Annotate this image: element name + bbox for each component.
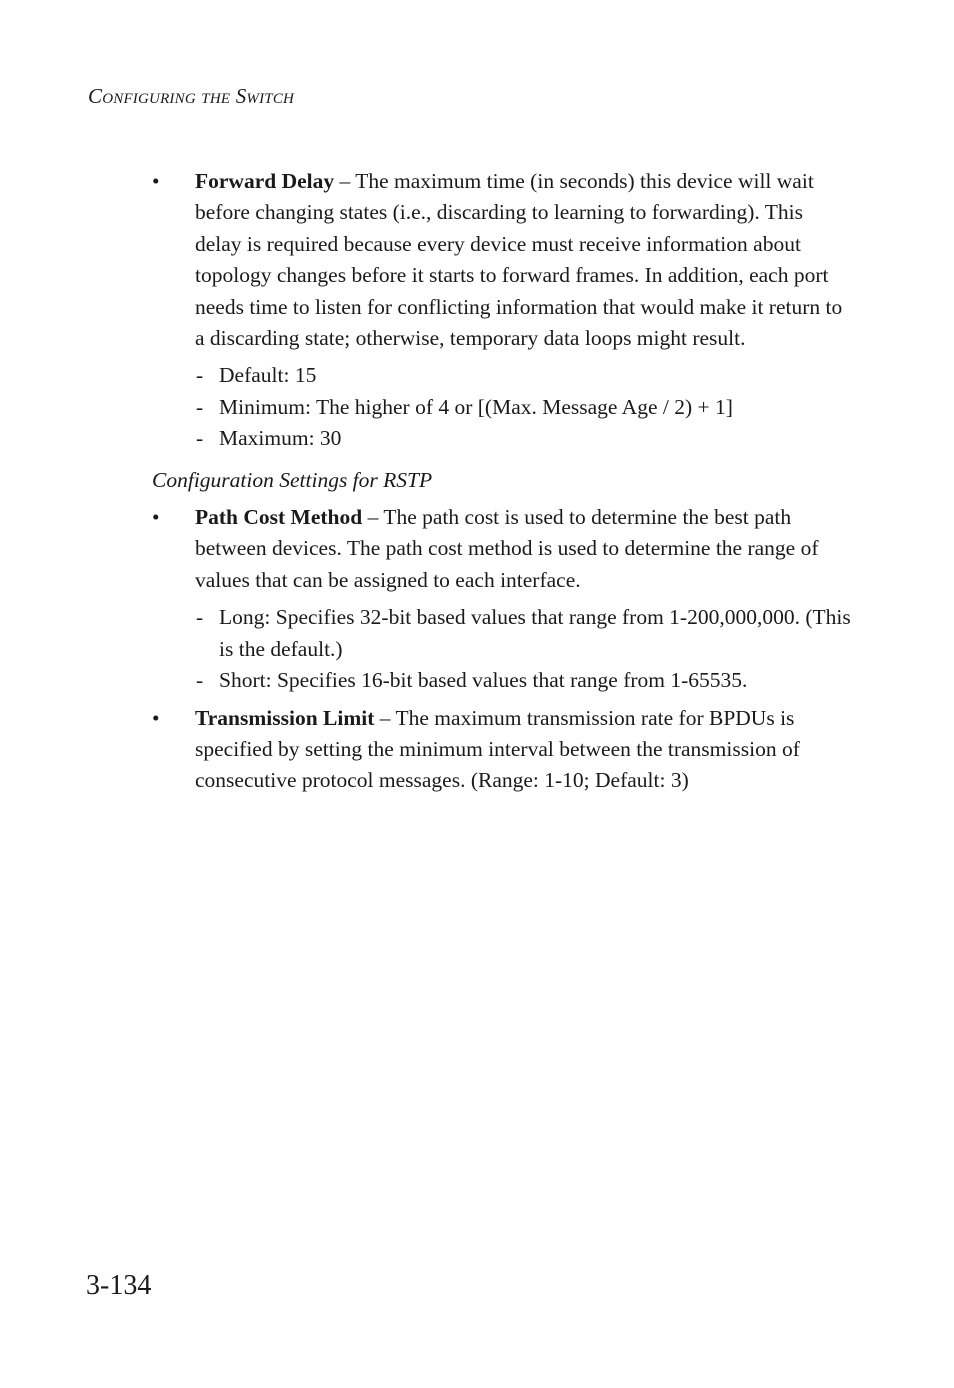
list-item xyxy=(195,423,852,454)
term-path-cost-method: Path Cost Method xyxy=(195,505,363,530)
term-transmission-limit: Transmission Limit xyxy=(195,705,375,730)
section-heading-rstp: Configuration Settings for RSTP xyxy=(152,467,433,492)
list-item xyxy=(195,602,852,665)
term-forward-delay: Forward Delay xyxy=(195,169,335,193)
bullet-forward-delay xyxy=(152,166,852,354)
page-number: 3-134 xyxy=(86,1270,152,1301)
bullet-mark: • xyxy=(152,705,160,730)
bullet-transmission-limit xyxy=(152,703,852,797)
dash: - xyxy=(196,605,204,630)
list-item-text: Short: Specifies 16-bit based values that range from 1-65535. xyxy=(219,668,748,693)
list-item-text: Default: 15 xyxy=(219,363,317,388)
bullet-mark: • xyxy=(152,169,160,193)
dash: - xyxy=(196,426,204,451)
description-transmission-limit: – The maximum transmission rate for BPDUs is specified by setting the minimum interval between the transmission of consecutive protocol messages. (Range: 1-10; Default: 3) xyxy=(195,705,800,793)
list-item-text: Long: Specifies 32-bit based values that range from 1-200,000,000. (This is the default.) xyxy=(219,605,851,661)
forward-delay-values xyxy=(195,360,852,454)
list-item xyxy=(195,360,852,391)
description-path-cost-method: – The path cost is used to determine the best path between devices. The path cost method is used to determine the range of values that can be assigned to each interface. xyxy=(195,505,819,592)
page-body xyxy=(152,166,852,803)
dash: - xyxy=(196,668,204,693)
bullet-path-cost-method xyxy=(152,502,852,596)
list-item xyxy=(195,392,852,423)
list-item xyxy=(195,665,852,696)
dash: - xyxy=(196,363,204,388)
list-item-text: Minimum: The higher of 4 or [(Max. Message Age / 2) + 1] xyxy=(219,394,733,419)
running-header: Configuring the Switch xyxy=(88,84,295,108)
description-forward-delay: – The maximum time (in seconds) this device will wait before changing states (i.e., discarding to learning to forwarding). This delay is required because every device must receive information about topology changes before it starts to forward frames. In addition, each port needs time to listen for conflicting information that would make it return to a discarding state; otherwise, temporary data loops might result. xyxy=(195,169,843,351)
path-cost-method-options xyxy=(195,602,852,696)
list-item-text: Maximum: 30 xyxy=(219,426,342,451)
bullet-mark: • xyxy=(152,505,160,530)
dash: - xyxy=(196,394,204,419)
